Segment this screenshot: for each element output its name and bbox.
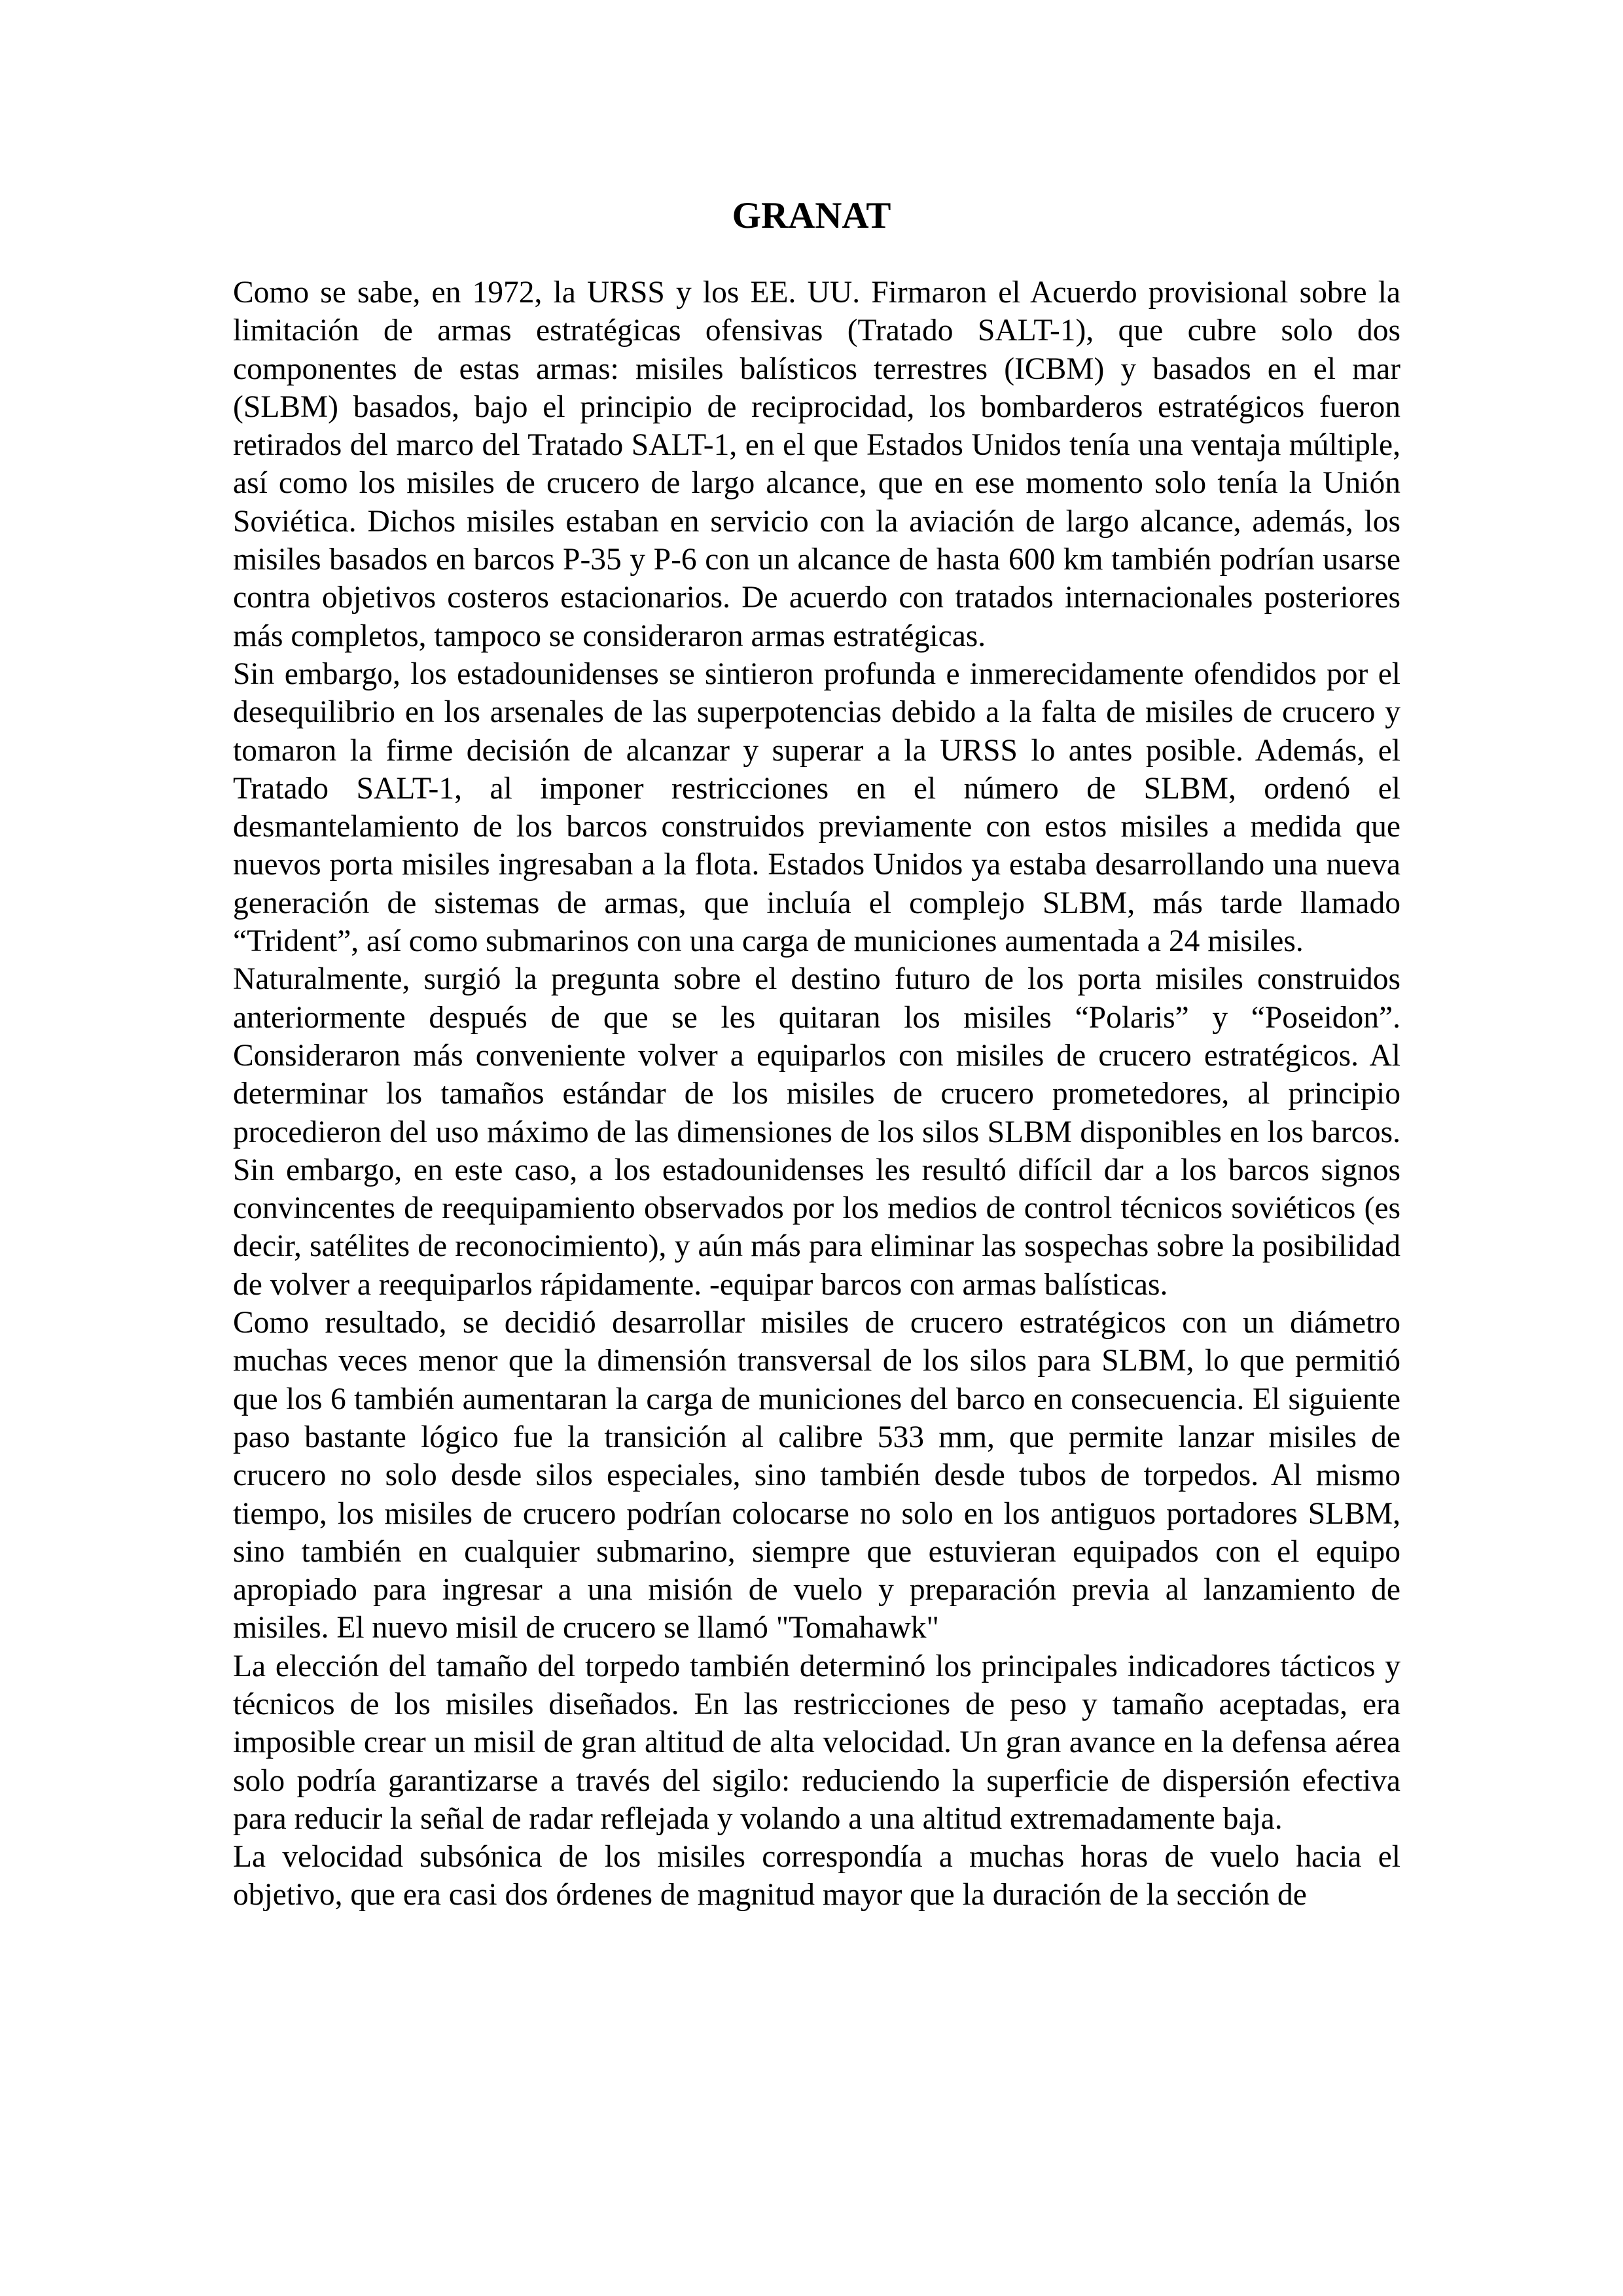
paragraph: La elección del tamaño del torpedo también determinó los principales indicadores tácticos y técnicos de los misiles diseñados. En las restricciones de peso y tamaño aceptadas, era imposible crear un misil de gran altitud de alta velocidad. Un gran avance en la defensa aérea solo podría garantizarse a través del sigilo: reduciendo la superficie de dispersión efectiva para reducir la señal de radar reflejada y volando a una altitud extremadamente baja. <box>233 1649 1400 1836</box>
paragraph: Como se sabe, en 1972, la URSS y los EE. UU. Firmaron el Acuerdo provisional sobre la limitación de armas estratégicas ofensivas (Tratado SALT-1), que cubre solo dos componentes de estas armas: misiles balísticos terrestres (ICBM) y basados en el mar (SLBM) basados, bajo el principio de reciprocidad, los bombarderos estratégicos fueron retirados del marco del Tratado SALT-1, en el que Estados Unidos tenía una ventaja múltiple, así como los misiles de crucero de largo alcance, que en ese momento solo tenía la Unión Soviética. Dichos misiles estaban en servicio con la aviación de largo alcance, además, los misiles basados en barcos P-35 y P-6 con un alcance de hasta 600 km también podrían usarse contra objetivos costeros estacionarios. De acuerdo con tratados internacionales posteriores más completos, tampoco se consideraron armas estratégicas. <box>233 276 1400 653</box>
paragraph: La velocidad subsónica de los misiles correspondía a muchas horas de vuelo hacia el objetivo, que era casi dos órdenes de magnitud mayor que la duración de la sección de <box>233 1840 1400 1912</box>
paragraph: Naturalmente, surgió la pregunta sobre el destino futuro de los porta misiles construidos anteriormente después de que se les quitaran los misiles “Polaris” y “Poseidon”. Consideraron más conveniente volver a equiparlos con misiles de crucero estratégicos. Al determinar los tamaños estándar de los misiles de crucero prometedores, al principio procedieron del uso máximo de las dimensiones de los silos SLBM disponibles en los barcos. Sin embargo, en este caso, a los estadounidenses les resultó difícil dar a los barcos signos convincentes de reequipamiento observados por los medios de control técnicos soviéticos (es decir, satélites de reconocimiento), y aún más para eliminar las sospechas sobre la posibilidad de volver a reequiparlos rápidamente. -equipar barcos con armas balísticas. <box>233 962 1400 1302</box>
page-title: GRANAT <box>732 195 891 236</box>
paragraph: Sin embargo, los estadounidenses se sintieron profunda e inmerecidamente ofendidos por el desequilibrio en los arsenales de las superpotencias debido a la falta de misiles de crucero y tomaron la firme decisión de alcanzar y superar a la URSS lo antes posible. Además, el Tratado SALT-1, al imponer restricciones en el número de SLBM, ordenó el desmantelamiento de los barcos construidos previamente con estos misiles a medida que nuevos porta misiles ingresaban a la flota. Estados Unidos ya estaba desarrollando una nueva generación de sistemas de armas, que incluía el complejo SLBM, más tarde llamado “Trident”, así como submarinos con una carga de municiones aumentada a 24 misiles. <box>233 656 1400 959</box>
paragraph: Como resultado, se decidió desarrollar misiles de crucero estratégicos con un diámetro muchas veces menor que la dimensión transversal de los silos para SLBM, lo que permitió que los 6 también aumentaran la carga de municiones del barco en consecuencia. El siguiente paso bastante lógico fue la transición al calibre 533 mm, que permite lanzar misiles de crucero no solo desde silos especiales, sino también desde tubos de torpedos. Al mismo tiempo, los misiles de crucero podrían colocarse no solo en los antiguos portadores SLBM, sino también en cualquier submarino, siempre que estuvieran equipados con el equipo apropiado para ingresar a una misión de vuelo y preparación previa al lanzamiento de misiles. El nuevo misil de crucero se llamó "Tomahawk" <box>233 1306 1400 1645</box>
body-text <box>233 274 1400 1914</box>
